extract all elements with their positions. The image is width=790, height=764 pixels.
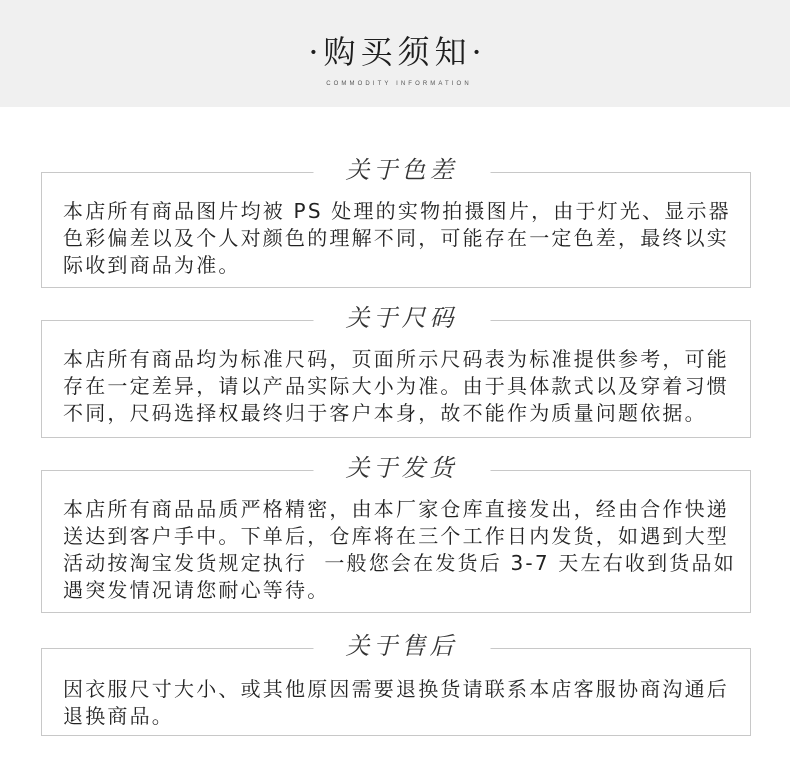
section-color-difference (41, 156, 751, 288)
section-text-line: 因衣服尺寸大小、或其他原因需要退换货请联系本店客服协商沟通后 (63, 677, 729, 701)
section-text-line: 本店所有商品均为标准尺码，页面所示尺码表为标准提供参考，可能 (63, 347, 729, 371)
header-banner (0, 0, 790, 107)
section-after-sales (41, 632, 751, 736)
section-size (41, 304, 751, 438)
section-text-line: 际收到商品为准。 (63, 253, 241, 277)
page-subtitle: COMMODITY INFORMATION (326, 81, 472, 87)
page-title: ·购买须知· (308, 33, 487, 71)
section-text-line: 不同，尺码选择权最终归于客户本身，故不能作为质量问题依据。 (63, 401, 707, 425)
section-text-line: 遇突发情况请您耐心等待。 (63, 578, 330, 602)
section-title: 关于色差 (314, 155, 491, 185)
section-text-line: 色彩偏差以及个人对颜色的理解不同，可能存在一定色差，最终以实 (63, 226, 729, 250)
section-title: 关于发货 (314, 453, 491, 483)
section-shipping (41, 454, 751, 613)
section-text-line: 退换商品。 (63, 704, 174, 728)
section-title: 关于售后 (314, 631, 491, 661)
section-text-line: 本店所有商品品质严格精密，由本厂家仓库直接发出，经由合作快递 (63, 497, 729, 521)
section-title: 关于尺码 (314, 303, 491, 333)
section-text-line: 存在一定差异，请以产品实际大小为准。由于具体款式以及穿着习惯 (63, 374, 729, 398)
section-text-line: 本店所有商品图片均被 PS 处理的实物拍摄图片，由于灯光、显示器 (63, 199, 731, 223)
section-text-line: 送达到客户手中。下单后，仓库将在三个工作日内发货，如遇到大型 (63, 524, 729, 548)
section-text-line: 活动按淘宝发货规定执行 一般您会在发货后 3-7 天左右收到货品如 (63, 551, 736, 575)
